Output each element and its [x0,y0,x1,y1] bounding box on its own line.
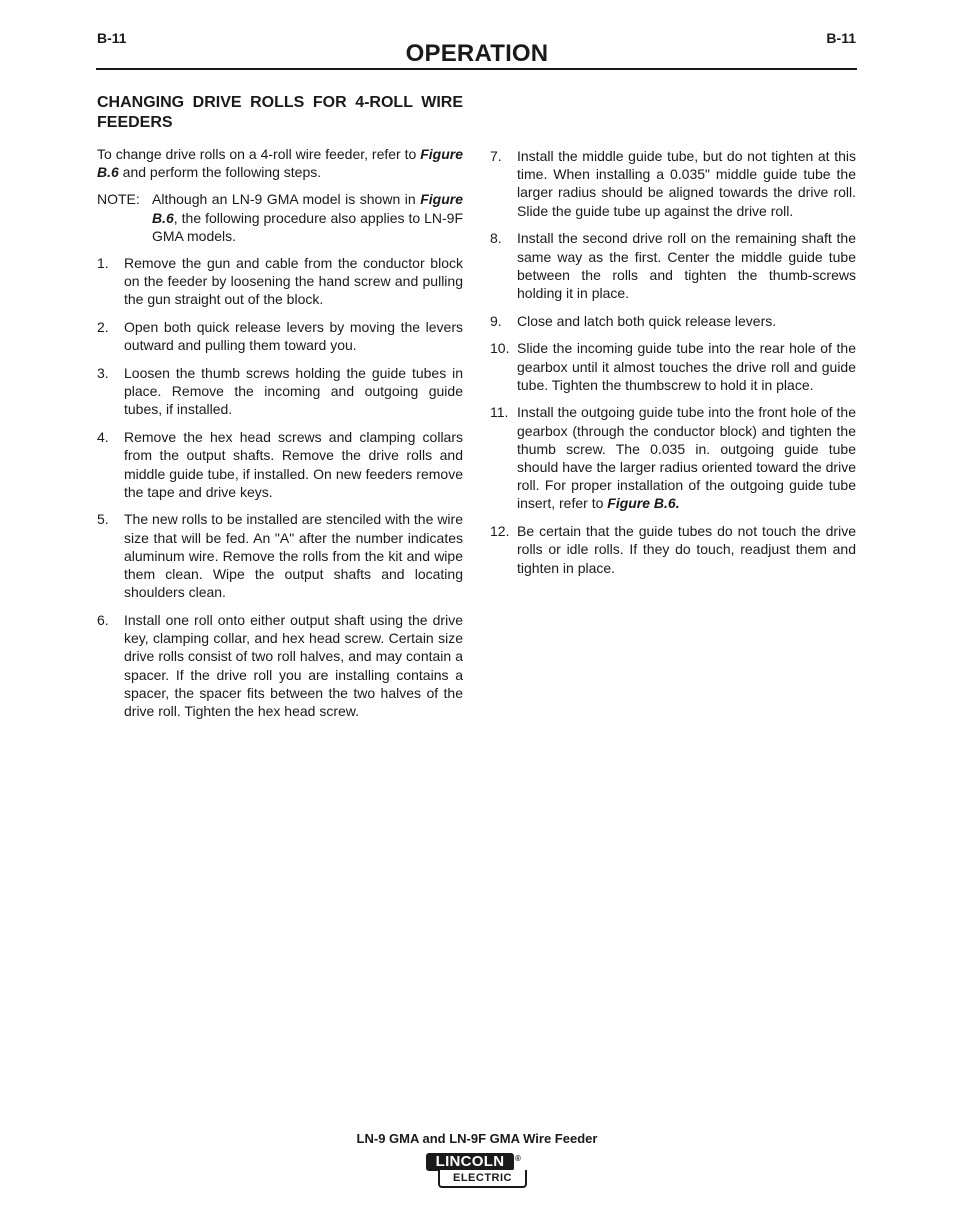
step-text: Install one roll onto either output shaft using the drive key, clamping collar, and hex head screw. Certain size drive rolls consist of two roll halves, and may contain a spacer. If the drive roll you are installing contains a spacer, the spacer fits between the two halves of the drive roll. Tighten the hex head screw. [124,611,463,719]
step-text: Loosen the thumb screws holding the guide tubes in place. Remove the incoming and outgoing guide tubes, if installed. [124,365,463,418]
figure-reference: Figure B.6 [97,146,463,181]
step-text: Remove the gun and cable from the conductor block on the feeder by loosening the hand screw and pulling the gun straight out of the block. [124,255,463,308]
step-number: 8. [490,230,502,247]
figure-reference: Figure B.6. [607,495,680,512]
step-text: The new rolls to be installed are stenciled with the wire size that will be fed. An "A" after the number indicates aluminum wire. Remove the rolls from the kit and wipe them clean. Wipe the output shafts and locating shoulders clean. [124,511,463,601]
left-column [97,93,463,730]
step-item [490,312,856,330]
page-title: OPERATION [405,40,549,67]
step-number: 11. [490,404,509,421]
registered-mark: ® [515,1154,521,1163]
step-number: 7. [490,148,502,164]
note-text-end: , the following procedure also applies to LN-9F GMA models. [152,209,463,244]
step-number: 6. [97,611,109,628]
step-text: Close and latch both quick release levers. [517,312,777,329]
intro-text: To change drive rolls on a 4-roll wire feeder, refer to [97,146,421,162]
section-heading: CHANGING DRIVE ROLLS FOR 4-ROLL WIRE FEEDERS [97,94,463,131]
step-text [517,403,856,512]
step-text: Install the second drive roll on the remaining shaft the same way as the first. Center the middle guide tube between the rolls and tighten the thumb-screws holding it in place. [517,230,856,301]
step-text: Be certain that the guide tubes do not touch the drive rolls or idle rolls. If they do touch, readjust them and tighten in place. [517,523,856,576]
page-number-right: B-11 [826,30,856,46]
page-number-left: B-11 [97,30,127,46]
lincoln-electric-logo [426,1153,526,1189]
note-label: NOTE: [97,191,140,208]
header-rule [96,68,857,70]
footer-product-title: LN-9 GMA and LN-9F GMA Wire Feeder [356,1131,598,1146]
step-text-body: Install the outgoing guide tube into the front hole of the gearbox (through the conductor block) and tighten the thumb screw. The 0.035 in. outgoing guide tube should have the larger radius oriented toward the drive roll. For proper installation of the outgoing guide tube insert, refer to [517,404,856,512]
step-item [490,229,856,302]
step-number: 3. [97,365,109,382]
step-item [97,510,463,601]
figure-reference: Figure B.6 [152,191,463,226]
step-item [490,403,856,512]
step-item [490,339,856,394]
intro-text-end: and perform the following steps. [118,164,322,181]
step-text: Remove the hex head screws and clamping collars from the output shafts. Remove the drive rolls and middle guide tube, if installed. On new feeders remove the tape and drive keys. [124,429,463,500]
step-item [97,428,463,501]
step-number: 9. [490,312,502,329]
note-body [152,190,463,245]
step-number: 10. [490,340,510,357]
logo-lincoln: LINCOLN [426,1153,514,1171]
intro-paragraph [97,145,463,181]
step-item [97,254,463,309]
step-text: Open both quick release levers by moving the levers outward and pulling them toward you. [124,319,463,354]
step-item [490,522,856,577]
step-number: 4. [97,429,109,446]
note [97,190,463,245]
step-item [97,611,463,720]
step-number: 1. [97,255,109,272]
step-text: Install the middle guide tube, but do not tighten at this time. When installing a 0.035" middle guide tube the larger radius should be aligned towards the drive roll. Slide the guide tube up against the drive roll. [517,148,856,219]
step-number: 2. [97,319,109,336]
step-number: 5. [97,511,109,528]
step-number: 12. [490,523,510,540]
step-item [97,364,463,419]
step-text: Slide the incoming guide tube into the rear hole of the gearbox until it almost touches the drive roll and guide tube. Tighten the thumbscrew to hold it in place. [517,340,856,393]
logo-electric: ELECTRIC [438,1170,527,1188]
note-text: Although an LN-9 GMA model is shown in [152,191,421,208]
step-item [97,318,463,354]
step-item [490,147,856,220]
right-column [490,147,856,586]
